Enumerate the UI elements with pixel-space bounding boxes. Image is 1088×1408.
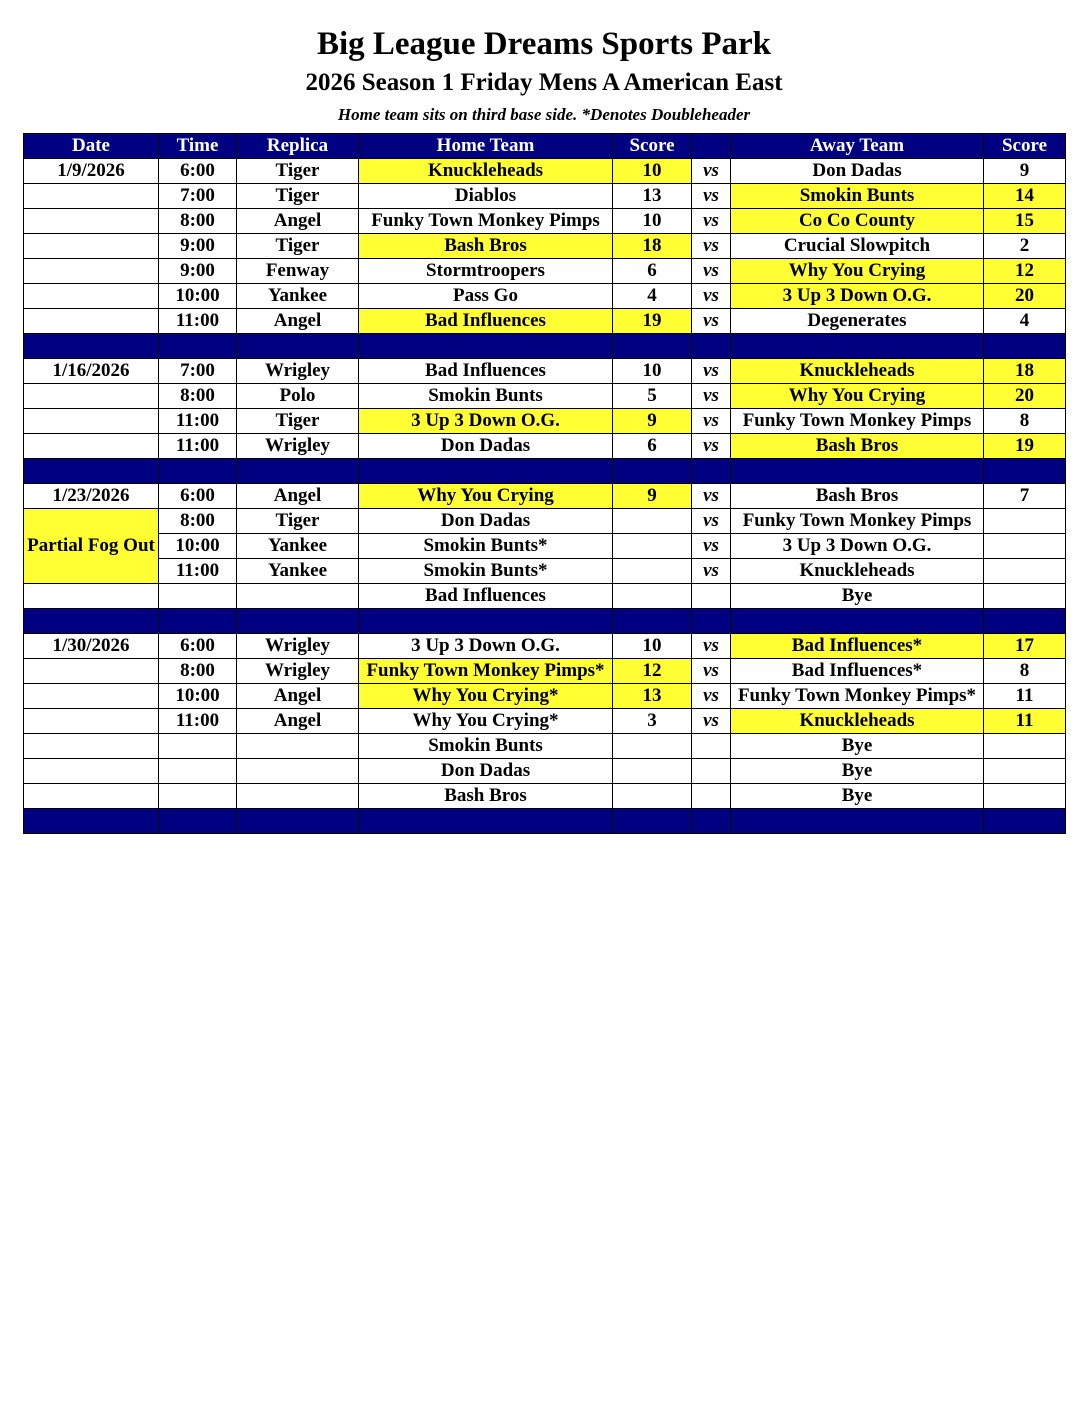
date-cell bbox=[24, 434, 159, 459]
separator-cell bbox=[359, 609, 613, 634]
separator-cell bbox=[613, 459, 692, 484]
separator-cell bbox=[359, 334, 613, 359]
away-team-cell: Degenerates bbox=[731, 309, 984, 334]
home-team-cell: Knuckleheads bbox=[359, 159, 613, 184]
replica-cell: Polo bbox=[237, 384, 359, 409]
home-team-cell: Smokin Bunts bbox=[359, 384, 613, 409]
game-row bbox=[24, 184, 1066, 209]
week-separator bbox=[24, 609, 1066, 634]
game-row bbox=[24, 434, 1066, 459]
game-row bbox=[24, 734, 1066, 759]
home-team-cell: Bad Influences bbox=[359, 359, 613, 384]
separator-cell bbox=[731, 459, 984, 484]
vs-cell bbox=[692, 584, 731, 609]
home-score-cell: 3 bbox=[613, 709, 692, 734]
replica-cell: Angel bbox=[237, 309, 359, 334]
away-score-cell: 20 bbox=[984, 384, 1066, 409]
separator-cell bbox=[159, 334, 237, 359]
vs-cell: vs bbox=[692, 559, 731, 584]
week-separator bbox=[24, 459, 1066, 484]
home-score-cell: 4 bbox=[613, 284, 692, 309]
away-score-cell bbox=[984, 584, 1066, 609]
time-cell: 11:00 bbox=[159, 309, 237, 334]
game-row bbox=[24, 659, 1066, 684]
time-cell: 6:00 bbox=[159, 159, 237, 184]
home-score-cell bbox=[613, 734, 692, 759]
time-cell: 8:00 bbox=[159, 509, 237, 534]
col-header-replica: Replica bbox=[237, 134, 359, 159]
time-cell bbox=[159, 759, 237, 784]
time-cell: 10:00 bbox=[159, 534, 237, 559]
game-row bbox=[24, 309, 1066, 334]
date-cell bbox=[24, 384, 159, 409]
home-score-cell: 6 bbox=[613, 434, 692, 459]
separator-cell bbox=[613, 609, 692, 634]
replica-cell: Angel bbox=[237, 484, 359, 509]
away-score-cell bbox=[984, 559, 1066, 584]
away-team-cell: Funky Town Monkey Pimps bbox=[731, 509, 984, 534]
game-row bbox=[24, 584, 1066, 609]
away-team-cell: Knuckleheads bbox=[731, 559, 984, 584]
home-score-cell bbox=[613, 784, 692, 809]
vs-cell bbox=[692, 734, 731, 759]
separator-cell bbox=[731, 334, 984, 359]
separator-cell bbox=[692, 809, 731, 834]
home-score-cell: 9 bbox=[613, 484, 692, 509]
away-score-cell bbox=[984, 534, 1066, 559]
vs-cell: vs bbox=[692, 534, 731, 559]
home-score-cell: 13 bbox=[613, 184, 692, 209]
replica-cell: Yankee bbox=[237, 559, 359, 584]
time-cell: 6:00 bbox=[159, 484, 237, 509]
away-team-cell: Don Dadas bbox=[731, 159, 984, 184]
time-cell: 8:00 bbox=[159, 209, 237, 234]
home-score-cell: 9 bbox=[613, 409, 692, 434]
date-cell: 1/9/2026 bbox=[24, 159, 159, 184]
away-score-cell: 4 bbox=[984, 309, 1066, 334]
home-team-cell: Bash Bros bbox=[359, 784, 613, 809]
replica-cell bbox=[237, 759, 359, 784]
fog-out-note: Partial Fog Out bbox=[24, 509, 159, 584]
game-row bbox=[24, 259, 1066, 284]
col-header-home-team: Home Team bbox=[359, 134, 613, 159]
away-score-cell: 12 bbox=[984, 259, 1066, 284]
home-team-cell: Bash Bros bbox=[359, 234, 613, 259]
page-title: Big League Dreams Sports Park bbox=[316, 26, 772, 62]
away-score-cell: 14 bbox=[984, 184, 1066, 209]
home-team-cell: Smokin Bunts bbox=[359, 734, 613, 759]
away-score-cell: 17 bbox=[984, 634, 1066, 659]
separator-cell bbox=[731, 809, 984, 834]
game-row bbox=[24, 684, 1066, 709]
home-team-cell: Why You Crying* bbox=[359, 684, 613, 709]
replica-cell: Tiger bbox=[237, 234, 359, 259]
replica-cell: Angel bbox=[237, 684, 359, 709]
replica-cell: Angel bbox=[237, 709, 359, 734]
time-cell: 7:00 bbox=[159, 184, 237, 209]
away-team-cell: Funky Town Monkey Pimps bbox=[731, 409, 984, 434]
week-separator bbox=[24, 334, 1066, 359]
vs-cell: vs bbox=[692, 209, 731, 234]
vs-cell: vs bbox=[692, 409, 731, 434]
separator-cell bbox=[692, 609, 731, 634]
home-team-cell: Bad Influences bbox=[359, 584, 613, 609]
away-score-cell: 8 bbox=[984, 659, 1066, 684]
vs-cell: vs bbox=[692, 484, 731, 509]
time-cell bbox=[159, 784, 237, 809]
away-team-cell: 3 Up 3 Down O.G. bbox=[731, 284, 984, 309]
game-row bbox=[24, 234, 1066, 259]
vs-cell: vs bbox=[692, 634, 731, 659]
away-team-cell: Why You Crying bbox=[731, 259, 984, 284]
time-cell: 8:00 bbox=[159, 384, 237, 409]
date-cell bbox=[24, 409, 159, 434]
time-cell: 7:00 bbox=[159, 359, 237, 384]
col-header-away-team: Away Team bbox=[731, 134, 984, 159]
home-team-cell: Funky Town Monkey Pimps* bbox=[359, 659, 613, 684]
game-row bbox=[24, 409, 1066, 434]
time-cell bbox=[159, 584, 237, 609]
home-score-cell: 10 bbox=[613, 159, 692, 184]
vs-cell: vs bbox=[692, 284, 731, 309]
date-cell bbox=[24, 759, 159, 784]
away-team-cell: Co Co County bbox=[731, 209, 984, 234]
home-team-cell: Smokin Bunts* bbox=[359, 559, 613, 584]
time-cell: 10:00 bbox=[159, 684, 237, 709]
home-team-cell: 3 Up 3 Down O.G. bbox=[359, 634, 613, 659]
vs-cell: vs bbox=[692, 384, 731, 409]
time-cell: 11:00 bbox=[159, 409, 237, 434]
home-score-cell: 12 bbox=[613, 659, 692, 684]
date-cell bbox=[24, 709, 159, 734]
home-team-cell: Bad Influences bbox=[359, 309, 613, 334]
schedule-body bbox=[24, 159, 1066, 834]
home-team-cell: Stormtroopers bbox=[359, 259, 613, 284]
replica-cell: Tiger bbox=[237, 184, 359, 209]
home-score-cell: 6 bbox=[613, 259, 692, 284]
away-team-cell: Bad Influences* bbox=[731, 659, 984, 684]
date-cell bbox=[24, 209, 159, 234]
away-score-cell: 15 bbox=[984, 209, 1066, 234]
date-cell bbox=[24, 234, 159, 259]
game-row bbox=[24, 384, 1066, 409]
col-header-date: Date bbox=[24, 134, 159, 159]
date-cell bbox=[24, 734, 159, 759]
home-score-cell bbox=[613, 759, 692, 784]
col-header-away-score: Score bbox=[984, 134, 1066, 159]
col-header-vs bbox=[692, 134, 731, 159]
time-cell: 9:00 bbox=[159, 234, 237, 259]
separator-cell bbox=[237, 334, 359, 359]
separator-cell bbox=[24, 459, 159, 484]
game-row bbox=[24, 534, 1066, 559]
replica-cell: Tiger bbox=[237, 409, 359, 434]
game-row bbox=[24, 784, 1066, 809]
game-row bbox=[24, 709, 1066, 734]
home-team-cell: 3 Up 3 Down O.G. bbox=[359, 409, 613, 434]
vs-cell: vs bbox=[692, 234, 731, 259]
separator-cell bbox=[613, 334, 692, 359]
separator-cell bbox=[159, 809, 237, 834]
replica-cell: Fenway bbox=[237, 259, 359, 284]
replica-cell: Tiger bbox=[237, 159, 359, 184]
vs-cell: vs bbox=[692, 184, 731, 209]
away-team-cell: Knuckleheads bbox=[731, 359, 984, 384]
replica-cell: Wrigley bbox=[237, 634, 359, 659]
replica-cell: Yankee bbox=[237, 534, 359, 559]
away-team-cell: Bash Bros bbox=[731, 484, 984, 509]
home-score-cell: 10 bbox=[613, 359, 692, 384]
away-team-cell: Funky Town Monkey Pimps* bbox=[731, 684, 984, 709]
vs-cell: vs bbox=[692, 509, 731, 534]
schedule-table bbox=[23, 133, 1066, 834]
separator-cell bbox=[237, 459, 359, 484]
home-team-cell: Why You Crying* bbox=[359, 709, 613, 734]
away-score-cell: 19 bbox=[984, 434, 1066, 459]
home-score-cell: 13 bbox=[613, 684, 692, 709]
date-cell bbox=[24, 784, 159, 809]
away-score-cell bbox=[984, 784, 1066, 809]
separator-cell bbox=[984, 334, 1066, 359]
time-cell: 11:00 bbox=[159, 434, 237, 459]
away-team-cell: 3 Up 3 Down O.G. bbox=[731, 534, 984, 559]
date-cell bbox=[24, 284, 159, 309]
time-cell: 6:00 bbox=[159, 634, 237, 659]
game-row bbox=[24, 209, 1066, 234]
away-score-cell: 8 bbox=[984, 409, 1066, 434]
col-header-home-score: Score bbox=[613, 134, 692, 159]
date-cell bbox=[24, 659, 159, 684]
date-cell bbox=[24, 259, 159, 284]
time-cell: 11:00 bbox=[159, 709, 237, 734]
separator-cell bbox=[24, 609, 159, 634]
home-team-cell: Don Dadas bbox=[359, 759, 613, 784]
away-score-cell bbox=[984, 509, 1066, 534]
separator-cell bbox=[692, 459, 731, 484]
time-cell: 9:00 bbox=[159, 259, 237, 284]
away-team-cell: Bash Bros bbox=[731, 434, 984, 459]
week-separator bbox=[24, 809, 1066, 834]
home-team-cell: Diablos bbox=[359, 184, 613, 209]
home-team-cell: Smokin Bunts* bbox=[359, 534, 613, 559]
separator-cell bbox=[984, 459, 1066, 484]
vs-cell: vs bbox=[692, 359, 731, 384]
time-cell: 8:00 bbox=[159, 659, 237, 684]
date-cell bbox=[24, 684, 159, 709]
away-team-cell: Why You Crying bbox=[731, 384, 984, 409]
away-score-cell: 2 bbox=[984, 234, 1066, 259]
date-cell bbox=[24, 184, 159, 209]
away-score-cell: 11 bbox=[984, 684, 1066, 709]
separator-cell bbox=[24, 809, 159, 834]
replica-cell bbox=[237, 584, 359, 609]
game-row bbox=[24, 634, 1066, 659]
home-score-cell: 18 bbox=[613, 234, 692, 259]
replica-cell: Tiger bbox=[237, 509, 359, 534]
date-cell bbox=[24, 309, 159, 334]
away-score-cell: 20 bbox=[984, 284, 1066, 309]
away-score-cell bbox=[984, 759, 1066, 784]
season-subtitle: 2026 Season 1 Friday Mens A American East bbox=[305, 69, 783, 96]
vs-cell: vs bbox=[692, 309, 731, 334]
vs-cell bbox=[692, 784, 731, 809]
vs-cell: vs bbox=[692, 684, 731, 709]
vs-cell: vs bbox=[692, 259, 731, 284]
schedule-note: Home team sits on third base side. *Denotes Doubleheader bbox=[337, 105, 751, 124]
home-score-cell bbox=[613, 509, 692, 534]
separator-cell bbox=[359, 459, 613, 484]
away-score-cell bbox=[984, 734, 1066, 759]
time-cell: 11:00 bbox=[159, 559, 237, 584]
game-row bbox=[24, 159, 1066, 184]
replica-cell: Wrigley bbox=[237, 659, 359, 684]
replica-cell: Wrigley bbox=[237, 434, 359, 459]
home-team-cell: Funky Town Monkey Pimps bbox=[359, 209, 613, 234]
separator-cell bbox=[613, 809, 692, 834]
replica-cell: Angel bbox=[237, 209, 359, 234]
away-team-cell: Bye bbox=[731, 734, 984, 759]
separator-cell bbox=[984, 609, 1066, 634]
game-row bbox=[24, 484, 1066, 509]
home-team-cell: Don Dadas bbox=[359, 509, 613, 534]
separator-cell bbox=[237, 609, 359, 634]
table-header-row bbox=[24, 134, 1066, 159]
separator-cell bbox=[984, 809, 1066, 834]
away-team-cell: Bye bbox=[731, 759, 984, 784]
vs-cell bbox=[692, 759, 731, 784]
home-score-cell: 5 bbox=[613, 384, 692, 409]
home-score-cell: 19 bbox=[613, 309, 692, 334]
replica-cell: Wrigley bbox=[237, 359, 359, 384]
separator-cell bbox=[237, 809, 359, 834]
away-team-cell: Smokin Bunts bbox=[731, 184, 984, 209]
game-row bbox=[24, 759, 1066, 784]
away-score-cell: 7 bbox=[984, 484, 1066, 509]
game-row bbox=[24, 559, 1066, 584]
away-team-cell: Knuckleheads bbox=[731, 709, 984, 734]
date-cell bbox=[24, 584, 159, 609]
time-cell bbox=[159, 734, 237, 759]
date-cell: 1/23/2026 bbox=[24, 484, 159, 509]
away-score-cell: 18 bbox=[984, 359, 1066, 384]
separator-cell bbox=[692, 334, 731, 359]
separator-cell bbox=[159, 459, 237, 484]
home-score-cell bbox=[613, 559, 692, 584]
game-row bbox=[24, 284, 1066, 309]
home-team-cell: Don Dadas bbox=[359, 434, 613, 459]
game-row bbox=[24, 509, 1066, 534]
home-team-cell: Pass Go bbox=[359, 284, 613, 309]
separator-cell bbox=[359, 809, 613, 834]
vs-cell: vs bbox=[692, 434, 731, 459]
replica-cell: Yankee bbox=[237, 284, 359, 309]
home-score-cell: 10 bbox=[613, 634, 692, 659]
vs-cell: vs bbox=[692, 159, 731, 184]
home-score-cell bbox=[613, 584, 692, 609]
away-team-cell: Crucial Slowpitch bbox=[731, 234, 984, 259]
separator-cell bbox=[731, 609, 984, 634]
date-cell: 1/30/2026 bbox=[24, 634, 159, 659]
game-row bbox=[24, 359, 1066, 384]
replica-cell bbox=[237, 784, 359, 809]
vs-cell: vs bbox=[692, 659, 731, 684]
separator-cell bbox=[159, 609, 237, 634]
separator-cell bbox=[24, 334, 159, 359]
away-score-cell: 11 bbox=[984, 709, 1066, 734]
away-team-cell: Bye bbox=[731, 584, 984, 609]
replica-cell bbox=[237, 734, 359, 759]
away-team-cell: Bad Influences* bbox=[731, 634, 984, 659]
vs-cell: vs bbox=[692, 709, 731, 734]
date-cell: 1/16/2026 bbox=[24, 359, 159, 384]
away-team-cell: Bye bbox=[731, 784, 984, 809]
away-score-cell: 9 bbox=[984, 159, 1066, 184]
home-score-cell bbox=[613, 534, 692, 559]
home-team-cell: Why You Crying bbox=[359, 484, 613, 509]
time-cell: 10:00 bbox=[159, 284, 237, 309]
col-header-time: Time bbox=[159, 134, 237, 159]
home-score-cell: 10 bbox=[613, 209, 692, 234]
